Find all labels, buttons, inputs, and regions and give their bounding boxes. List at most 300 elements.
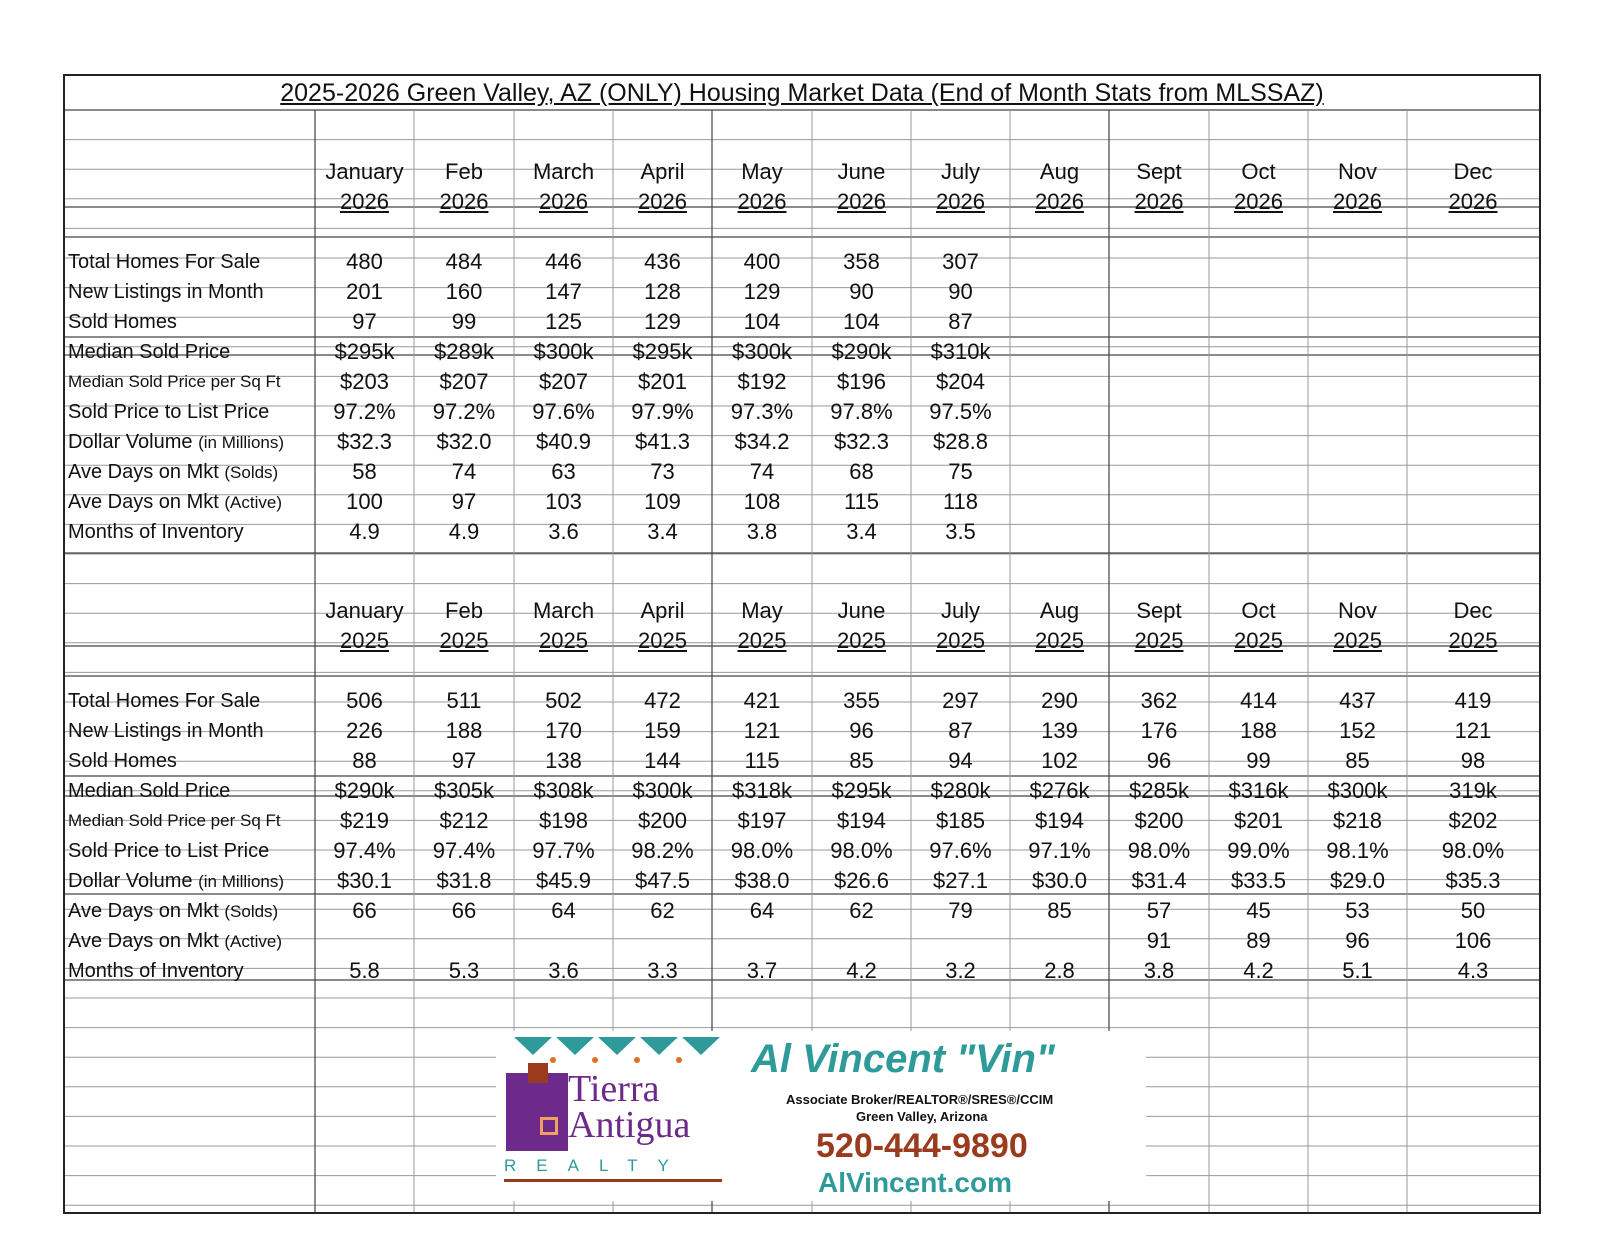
data-cell: $212 bbox=[439, 808, 489, 833]
data-cell: 4.3 bbox=[1457, 958, 1489, 983]
year-header: 2026 bbox=[936, 189, 985, 214]
row-label bbox=[65, 367, 315, 397]
data-cell: 436 bbox=[644, 249, 681, 274]
data-cell bbox=[1010, 427, 1109, 457]
data-cell: 511 bbox=[446, 688, 482, 713]
data-cell bbox=[1209, 397, 1308, 427]
month-header: July bbox=[940, 598, 981, 623]
data-cell: 53 bbox=[1345, 898, 1370, 923]
row-label-text: Total Homes For Sale bbox=[68, 251, 261, 273]
data-cell: 3.3 bbox=[647, 958, 678, 983]
swoosh-underline bbox=[504, 1179, 722, 1182]
row-label bbox=[65, 806, 315, 836]
data-cell bbox=[1010, 517, 1109, 547]
data-cell bbox=[1407, 337, 1539, 367]
data-cell: $34.2 bbox=[734, 429, 790, 454]
data-cell bbox=[1407, 307, 1539, 337]
year-header: 2026 bbox=[1448, 189, 1498, 214]
row-label-text: New Listings in Month bbox=[68, 720, 264, 742]
data-cell: $31.4 bbox=[1131, 868, 1187, 893]
data-cell: 96 bbox=[1345, 928, 1370, 953]
data-cell: $300k bbox=[533, 339, 594, 364]
data-cell: $310k bbox=[930, 339, 991, 364]
data-cell: 125 bbox=[545, 309, 582, 334]
row-label bbox=[65, 247, 315, 277]
data-cell bbox=[1308, 487, 1407, 517]
data-cell: 97.2% bbox=[432, 399, 496, 424]
data-cell bbox=[1209, 367, 1308, 397]
month-header: Sept bbox=[1136, 159, 1182, 184]
row-label-qualifier: (Solds) bbox=[224, 463, 279, 482]
data-cell: 226 bbox=[346, 718, 383, 743]
data-cell: 106 bbox=[1454, 928, 1492, 953]
month-header: May bbox=[741, 159, 783, 184]
data-cell: 104 bbox=[843, 309, 880, 334]
data-cell: $219 bbox=[340, 808, 389, 833]
data-cell: 129 bbox=[743, 279, 781, 304]
month-header: Nov bbox=[1337, 598, 1378, 623]
data-cell: 138 bbox=[545, 748, 582, 773]
data-cell: $31.8 bbox=[436, 868, 492, 893]
month-header: Aug bbox=[1039, 159, 1080, 184]
row-label-qualifier: (Active) bbox=[224, 932, 282, 951]
row-label bbox=[65, 337, 315, 367]
month-header: June bbox=[837, 598, 886, 623]
month-header: March bbox=[532, 159, 595, 184]
data-cell: 74 bbox=[749, 459, 775, 484]
data-cell: 98 bbox=[1460, 748, 1486, 773]
row-label-text: Ave Days on Mkt bbox=[68, 900, 219, 922]
data-cell bbox=[1010, 487, 1109, 517]
data-cell: 97 bbox=[451, 489, 477, 514]
data-cell: 64 bbox=[551, 898, 576, 923]
month-header: Nov bbox=[1337, 159, 1378, 184]
data-cell: $32.3 bbox=[833, 429, 890, 454]
data-cell: 139 bbox=[1041, 718, 1078, 743]
row-label-text: Median Sold Price per Sq Ft bbox=[68, 372, 281, 391]
data-cell bbox=[1209, 247, 1308, 277]
data-cell: 129 bbox=[644, 309, 681, 334]
data-cell: 358 bbox=[843, 249, 880, 274]
year-header: 2026 bbox=[737, 189, 787, 214]
data-cell: 97.9% bbox=[631, 399, 694, 424]
data-cell: $27.1 bbox=[932, 868, 989, 893]
row-label bbox=[65, 277, 315, 307]
data-cell: $318k bbox=[732, 778, 792, 803]
row-label bbox=[65, 397, 315, 427]
data-cell: $38.0 bbox=[734, 868, 790, 893]
month-header: Oct bbox=[1241, 159, 1276, 184]
data-cell: 297 bbox=[942, 688, 979, 713]
data-cell: $30.0 bbox=[1031, 868, 1088, 893]
data-cell bbox=[1010, 247, 1109, 277]
data-cell bbox=[1407, 457, 1539, 487]
data-cell: $41.3 bbox=[634, 429, 691, 454]
data-cell: 290 bbox=[1041, 688, 1078, 713]
data-cell: 94 bbox=[948, 748, 973, 773]
data-cell: $203 bbox=[340, 369, 389, 394]
data-cell: $30.1 bbox=[336, 868, 393, 893]
data-cell bbox=[1407, 367, 1539, 397]
data-cell: 87 bbox=[948, 718, 973, 743]
data-cell: 85 bbox=[1345, 748, 1370, 773]
data-cell: 176 bbox=[1140, 718, 1178, 743]
month-header: May bbox=[741, 598, 783, 623]
data-cell: $196 bbox=[837, 369, 886, 394]
data-cell: 437 bbox=[1339, 688, 1376, 713]
agent-location: Green Valley, Arizona bbox=[856, 1109, 988, 1124]
row-label bbox=[65, 487, 315, 517]
data-cell bbox=[1109, 277, 1209, 307]
year-header: 2026 bbox=[439, 189, 489, 214]
month-header: Dec bbox=[1453, 159, 1493, 184]
data-cell: 90 bbox=[849, 279, 874, 304]
data-cell: 147 bbox=[545, 279, 582, 304]
data-cell: $26.6 bbox=[833, 868, 890, 893]
data-cell: 85 bbox=[1047, 898, 1072, 923]
agent-name: Al Vincent "Vin" bbox=[751, 1037, 1055, 1081]
data-cell: 90 bbox=[948, 279, 973, 304]
data-cell: $289k bbox=[434, 339, 494, 364]
month-header: Sept bbox=[1136, 598, 1182, 623]
data-cell: 159 bbox=[644, 718, 681, 743]
row-label bbox=[65, 716, 315, 746]
data-cell: $40.9 bbox=[535, 429, 592, 454]
data-cell: 118 bbox=[942, 489, 979, 514]
data-cell bbox=[1010, 277, 1109, 307]
row-label bbox=[65, 836, 315, 866]
data-cell: 102 bbox=[1041, 748, 1078, 773]
data-cell: 472 bbox=[644, 688, 681, 713]
data-cell bbox=[1209, 517, 1308, 547]
data-cell bbox=[1209, 487, 1308, 517]
data-cell: $290k bbox=[831, 339, 892, 364]
data-cell: $185 bbox=[936, 808, 985, 833]
realty-logo-block bbox=[496, 1031, 1146, 1201]
data-cell bbox=[1308, 517, 1407, 547]
data-cell: $295k bbox=[632, 339, 693, 364]
year-header: 2026 bbox=[340, 189, 389, 214]
data-cell: $32.3 bbox=[336, 429, 393, 454]
row-label-text: Median Sold Price bbox=[68, 780, 231, 802]
data-cell: $295k bbox=[334, 339, 395, 364]
year-header: 2026 bbox=[1134, 189, 1184, 214]
agent-phone: 520-444-9890 bbox=[816, 1127, 1028, 1165]
data-cell: 3.2 bbox=[945, 958, 976, 983]
year-header: 2025 bbox=[340, 628, 389, 653]
data-cell bbox=[1308, 427, 1407, 457]
data-cell: 4.9 bbox=[349, 519, 380, 544]
row-label-qualifier: (Solds) bbox=[224, 902, 279, 921]
data-cell: 62 bbox=[650, 898, 675, 923]
data-cell: 97.4% bbox=[432, 838, 496, 863]
data-cell: 115 bbox=[843, 489, 880, 514]
data-cell: 75 bbox=[948, 459, 973, 484]
data-cell: 3.4 bbox=[647, 519, 678, 544]
row-label bbox=[65, 776, 315, 806]
data-cell: $280k bbox=[930, 778, 991, 803]
month-header: April bbox=[640, 159, 685, 184]
data-cell: $47.5 bbox=[634, 868, 691, 893]
data-cell: 97.8% bbox=[830, 399, 893, 424]
row-label-text: Median Sold Price per Sq Ft bbox=[68, 811, 281, 830]
data-cell: 121 bbox=[743, 718, 781, 743]
data-cell bbox=[712, 926, 812, 956]
data-cell bbox=[1308, 307, 1407, 337]
data-cell: 97.6% bbox=[532, 399, 595, 424]
data-cell bbox=[911, 926, 1010, 956]
data-cell: 97 bbox=[451, 748, 477, 773]
data-cell: $198 bbox=[539, 808, 588, 833]
data-cell: $290k bbox=[334, 778, 395, 803]
data-cell: 480 bbox=[346, 249, 383, 274]
data-cell: 98.0% bbox=[730, 838, 794, 863]
data-cell: 5.1 bbox=[1342, 958, 1373, 983]
row-label bbox=[65, 746, 315, 776]
data-cell: 97.2% bbox=[333, 399, 396, 424]
data-cell bbox=[1010, 367, 1109, 397]
data-cell: 419 bbox=[1454, 688, 1492, 713]
data-cell: 3.5 bbox=[945, 519, 976, 544]
data-cell: 50 bbox=[1460, 898, 1486, 923]
data-cell: 188 bbox=[1240, 718, 1277, 743]
data-cell: 97.5% bbox=[929, 399, 992, 424]
month-header: January bbox=[325, 159, 404, 184]
data-cell: 79 bbox=[948, 898, 973, 923]
data-cell: 4.2 bbox=[846, 958, 877, 983]
year-header: 2026 bbox=[1234, 189, 1283, 214]
data-cell: 66 bbox=[352, 898, 377, 923]
data-cell bbox=[1308, 457, 1407, 487]
sheet-title: 2025-2026 Green Valley, AZ (ONLY) Housing Market Data (End of Month Stats from MLSSAZ) bbox=[280, 79, 1324, 107]
data-cell: 74 bbox=[451, 459, 477, 484]
data-cell: 45 bbox=[1246, 898, 1271, 923]
data-cell: $285k bbox=[1129, 778, 1189, 803]
row-label bbox=[65, 896, 315, 926]
data-cell bbox=[1209, 337, 1308, 367]
data-cell: $197 bbox=[737, 808, 787, 833]
data-cell: $194 bbox=[1035, 808, 1084, 833]
data-cell: 5.8 bbox=[349, 958, 380, 983]
row-label-text: Total Homes For Sale bbox=[68, 690, 261, 712]
row-label-text: Dollar Volume bbox=[68, 431, 193, 453]
data-cell: $295k bbox=[831, 778, 892, 803]
row-label bbox=[65, 457, 315, 487]
month-header: July bbox=[940, 159, 981, 184]
year-header: 2025 bbox=[936, 628, 985, 653]
data-cell bbox=[1209, 427, 1308, 457]
data-cell: 506 bbox=[346, 688, 383, 713]
data-cell bbox=[1010, 457, 1109, 487]
data-cell bbox=[1407, 517, 1539, 547]
data-cell: 97.1% bbox=[1028, 838, 1091, 863]
data-cell: $300k bbox=[732, 339, 792, 364]
data-cell bbox=[514, 926, 613, 956]
data-cell bbox=[315, 926, 414, 956]
data-cell bbox=[1109, 487, 1209, 517]
data-cell: 4.2 bbox=[1243, 958, 1274, 983]
data-cell: 5.3 bbox=[448, 958, 480, 983]
data-cell: 97.4% bbox=[333, 838, 396, 863]
data-cell: $204 bbox=[936, 369, 985, 394]
row-label-text: Dollar Volume bbox=[68, 870, 193, 892]
data-cell: 99 bbox=[1246, 748, 1271, 773]
data-cell: 502 bbox=[545, 688, 582, 713]
month-header: Oct bbox=[1241, 598, 1276, 623]
row-label-text: Ave Days on Mkt bbox=[68, 930, 219, 952]
row-label bbox=[65, 956, 315, 986]
data-cell: $200 bbox=[638, 808, 687, 833]
data-cell bbox=[1109, 367, 1209, 397]
data-cell: 160 bbox=[445, 279, 483, 304]
data-cell bbox=[1109, 517, 1209, 547]
data-cell bbox=[1308, 277, 1407, 307]
spreadsheet bbox=[63, 74, 1541, 1214]
year-header: 2025 bbox=[1234, 628, 1283, 653]
data-cell: $29.0 bbox=[1329, 868, 1386, 893]
data-cell: 97.6% bbox=[929, 838, 992, 863]
brand-name-line2: Antigua bbox=[568, 1104, 691, 1146]
brand-realty-text: REALTY bbox=[504, 1156, 689, 1175]
month-header: June bbox=[837, 159, 886, 184]
year-header: 2026 bbox=[837, 189, 886, 214]
year-header: 2025 bbox=[837, 628, 886, 653]
data-cell bbox=[1308, 397, 1407, 427]
data-cell bbox=[1407, 247, 1539, 277]
data-cell: $316k bbox=[1228, 778, 1289, 803]
row-label-qualifier: (in Millions) bbox=[198, 433, 285, 452]
data-cell: 98.1% bbox=[1326, 838, 1389, 863]
row-label bbox=[65, 866, 315, 896]
data-cell: 128 bbox=[644, 279, 681, 304]
data-cell: 3.4 bbox=[846, 519, 877, 544]
data-cell bbox=[812, 926, 911, 956]
data-cell: 355 bbox=[843, 688, 880, 713]
data-cell: 66 bbox=[451, 898, 477, 923]
data-cell: 3.8 bbox=[746, 519, 778, 544]
row-label-text: Median Sold Price bbox=[68, 341, 231, 363]
data-cell: $308k bbox=[533, 778, 594, 803]
data-cell bbox=[1010, 337, 1109, 367]
data-cell: 446 bbox=[545, 249, 582, 274]
row-label-text: Ave Days on Mkt bbox=[68, 491, 219, 513]
year-header: 2025 bbox=[439, 628, 489, 653]
data-cell bbox=[1407, 277, 1539, 307]
data-cell: $32.0 bbox=[436, 429, 492, 454]
data-cell: 64 bbox=[749, 898, 775, 923]
data-cell: $218 bbox=[1333, 808, 1382, 833]
data-cell: 96 bbox=[849, 718, 874, 743]
data-cell: $305k bbox=[434, 778, 494, 803]
data-cell bbox=[1407, 427, 1539, 457]
data-cell: 109 bbox=[644, 489, 681, 514]
data-cell: $200 bbox=[1134, 808, 1184, 833]
data-cell bbox=[1109, 337, 1209, 367]
data-cell: 2.8 bbox=[1044, 958, 1075, 983]
data-cell: 3.8 bbox=[1143, 958, 1175, 983]
row-label-text: Months of Inventory bbox=[68, 521, 244, 543]
year-header: 2025 bbox=[1448, 628, 1498, 653]
data-cell: 58 bbox=[352, 459, 377, 484]
data-cell bbox=[1308, 337, 1407, 367]
month-header: Feb bbox=[445, 598, 483, 623]
year-header: 2025 bbox=[638, 628, 687, 653]
data-cell: 414 bbox=[1240, 688, 1277, 713]
row-label-text: Ave Days on Mkt bbox=[68, 461, 219, 483]
data-cell: 68 bbox=[849, 459, 874, 484]
data-cell bbox=[1109, 457, 1209, 487]
data-cell bbox=[1407, 397, 1539, 427]
data-cell: $207 bbox=[439, 369, 489, 394]
data-cell: 362 bbox=[1140, 688, 1178, 713]
data-cell: 97 bbox=[352, 309, 377, 334]
row-label bbox=[65, 427, 315, 457]
month-header: March bbox=[532, 598, 595, 623]
data-cell: 100 bbox=[346, 489, 383, 514]
year-header: 2026 bbox=[638, 189, 687, 214]
data-cell: 98.2% bbox=[631, 838, 694, 863]
data-cell: 115 bbox=[744, 748, 780, 773]
data-cell bbox=[1308, 247, 1407, 277]
data-cell: 484 bbox=[445, 249, 483, 274]
data-cell: $207 bbox=[539, 369, 588, 394]
data-cell: 170 bbox=[545, 718, 582, 743]
data-cell: $33.5 bbox=[1230, 868, 1287, 893]
row-label bbox=[65, 517, 315, 547]
data-cell bbox=[1109, 427, 1209, 457]
row-label-text: Sold Homes bbox=[68, 750, 177, 772]
data-cell: $300k bbox=[1327, 778, 1388, 803]
month-header: Dec bbox=[1453, 598, 1493, 623]
data-cell: 103 bbox=[545, 489, 582, 514]
data-cell: $201 bbox=[638, 369, 687, 394]
data-cell: $201 bbox=[1234, 808, 1283, 833]
year-header: 2025 bbox=[1333, 628, 1382, 653]
data-cell: 91 bbox=[1146, 928, 1172, 953]
data-cell bbox=[1109, 397, 1209, 427]
year-header: 2025 bbox=[1134, 628, 1184, 653]
month-header: April bbox=[640, 598, 685, 623]
data-cell: $300k bbox=[632, 778, 693, 803]
data-cell: 85 bbox=[849, 748, 874, 773]
agent-website: AlVincent.com bbox=[818, 1167, 1012, 1198]
data-cell: $194 bbox=[837, 808, 886, 833]
brand-name-line1: Tierra bbox=[568, 1068, 660, 1110]
data-cell: 73 bbox=[650, 459, 675, 484]
month-header: January bbox=[325, 598, 404, 623]
data-cell bbox=[1109, 307, 1209, 337]
data-cell: 104 bbox=[743, 309, 781, 334]
year-header: 2025 bbox=[737, 628, 787, 653]
data-cell: 188 bbox=[445, 718, 483, 743]
data-cell: 89 bbox=[1246, 928, 1271, 953]
data-cell bbox=[1109, 247, 1209, 277]
data-cell bbox=[1010, 926, 1109, 956]
data-cell: 62 bbox=[849, 898, 874, 923]
data-cell: $45.9 bbox=[535, 868, 592, 893]
data-cell: $202 bbox=[1448, 808, 1498, 833]
year-header: 2026 bbox=[539, 189, 588, 214]
data-cell: 87 bbox=[948, 309, 973, 334]
year-header: 2025 bbox=[1035, 628, 1084, 653]
data-cell: 3.6 bbox=[548, 958, 579, 983]
data-cell bbox=[1209, 277, 1308, 307]
data-cell: 152 bbox=[1339, 718, 1376, 743]
data-cell: 4.9 bbox=[448, 519, 480, 544]
row-label-text: Sold Price to List Price bbox=[68, 840, 270, 862]
year-header: 2026 bbox=[1333, 189, 1382, 214]
row-label-text: New Listings in Month bbox=[68, 281, 264, 303]
